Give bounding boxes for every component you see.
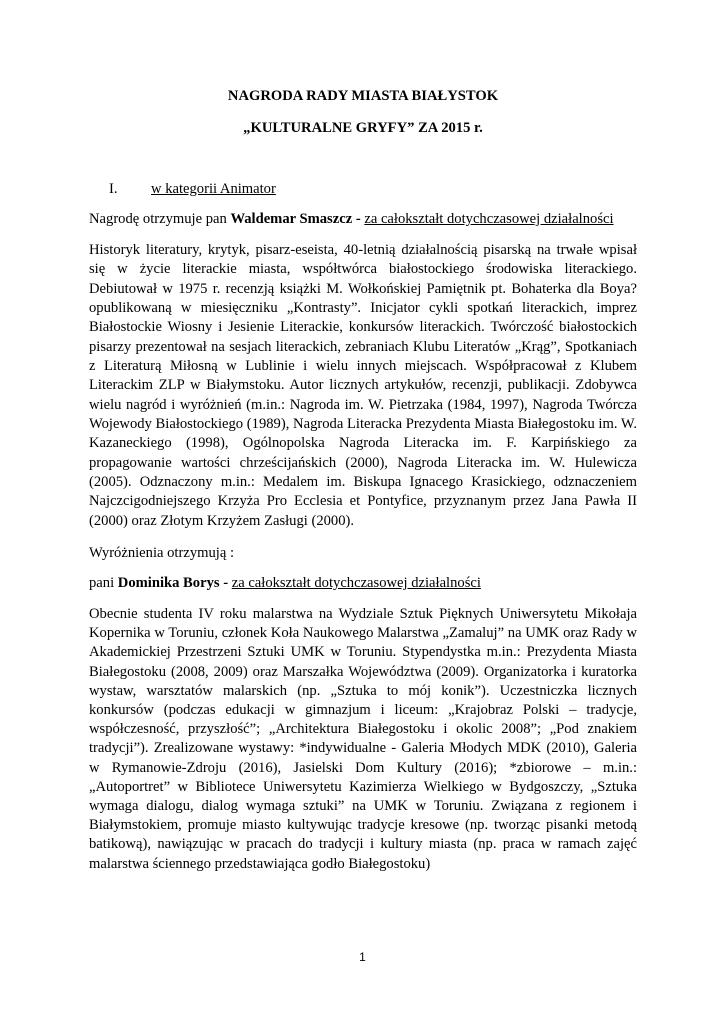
distinction-description: Obecnie studenta IV roku malarstwa na Wydziale Sztuk Pięknych Uniwersytetu Mikołaja Kopernika w Toruniu, członek Koła Naukowego Malarstwa „Zamaluj” na UMK oraz Rady w Akademickiej Przestrzeni Sztuki UMK w Toruniu. Stypendystka m.in.: Prezydenta Miasta Białegostoku (2008, 2009) oraz Marszałka Województwa (2009). Organizatorka i kuratorka wystaw, warsztatów malarskich (np. „Sztuka to mój konik”). Uczestniczka licznych konkursów (podczas edukacji w gimnazjum i liceum: „Krajobraz Polski – tradycje, współczesność, przyszłość”; „Architektura Białegostoku i okolic 2008”; „Pod znakiem tradycji”). Zrealizowane wystawy: *indywidualne - Galeria Młodych MDK (2010), Galeria w Rymanowie-Zdroju (2016), Jasielski Dom Kultury (2016); *zbiorowe – m.in.: „Autoportret” w Bibliotece Uniwersytetu Kazimierza Wielkiego w Bydgoszczy, „Sztuka wymaga dialogu, dialog wymaga sztuki” na UMK w Toruniu. Związana z regionem i Białymstokiem, promuje miasto kultywując tradycje kresowe (np. tworząc pisanki metodą batikową), nawiązując w pracach do tradycji i kultury miasta (np. praca w ramach zajęć malarstwa ściennego przedstawiająca godło Białegostoku)	[89, 606, 637, 872]
section-heading	[109, 181, 609, 198]
document-title-line-1: NAGRODA RADY MIASTA BIAŁYSTOK	[227, 88, 499, 104]
section-label: w kategorii Animator	[151, 181, 276, 197]
section-number: I.	[109, 181, 118, 197]
award-recipient-name: Waldemar Smaszcz -	[230, 211, 361, 227]
distinction-reason: za całokształt dotychczasowej działalności	[231, 575, 481, 591]
document-title-line-2: „KULTURALNE GRYFY” ZA 2015 r.	[243, 120, 483, 136]
distinction-line	[89, 575, 637, 592]
award-reason: za całokształt dotychczasowej działalności	[364, 211, 614, 227]
page-number: 1	[359, 950, 366, 964]
award-description: Historyk literatury, krytyk, pisarz-eseista, 40-letnią działalnością pisarską na trwałe wpisał się w życie literackie miasta, współtwórca białostockiego środowiska literackiego. Debiutował w 1975 r. recenzją książki M. Wołkońskiej Pamiętnik pt. Bohaterka dla Boya? opublikowaną w miesięczniku „Kontrasty”. Inicjator cykli spotkań literackich, imprez Białostockie Wiosny i Jesienie Literackie, konkursów literackich. Twórczość białostockich pisarzy prezentował na sesjach literackich, zebraniach Klubu Literatów „Krąg”, Spotkaniach z Literaturą Miłosną w Lublinie i wielu innych miejscach. Współpracował z Klubem Literackim ZLP w Białymstoku. Autor licznych artykułów, recenzji, publikacji. Zdobywca wielu nagród i wyróżnień (m.in.: Nagroda im. W. Pietrzaka (1984, 1997), Nagroda Twórcza Wojewody Białostockiego (1989), Nagroda Literacka Prezydenta Miasta Białegostoku im. W. Kazaneckiego (1998), Ogólnopolska Nagroda Literacka im. F. Karpińskiego za propagowanie wartości chrześcijańskich (2000), Nagroda Literacka im. W. Hulewicza (2005). Odznaczony m.in.: Medalem im. Biskupa Ignacego Krasickiego, odznaczeniem Najczcigodniejszego Krzyża Pro Ecclesia et Pontyfice, przyznanym przez Jana Pawła II (2000) oraz Złotym Krzyżem Zasługi (2000).	[89, 242, 637, 529]
award-line	[89, 211, 637, 228]
award-intro: Nagrodę otrzymuje pan	[89, 211, 231, 227]
distinction-recipient-name: Dominika Borys -	[117, 575, 229, 591]
distinction-prefix: pani	[89, 575, 118, 591]
distinctions-intro: Wyróżnienia otrzymują :	[89, 545, 235, 561]
